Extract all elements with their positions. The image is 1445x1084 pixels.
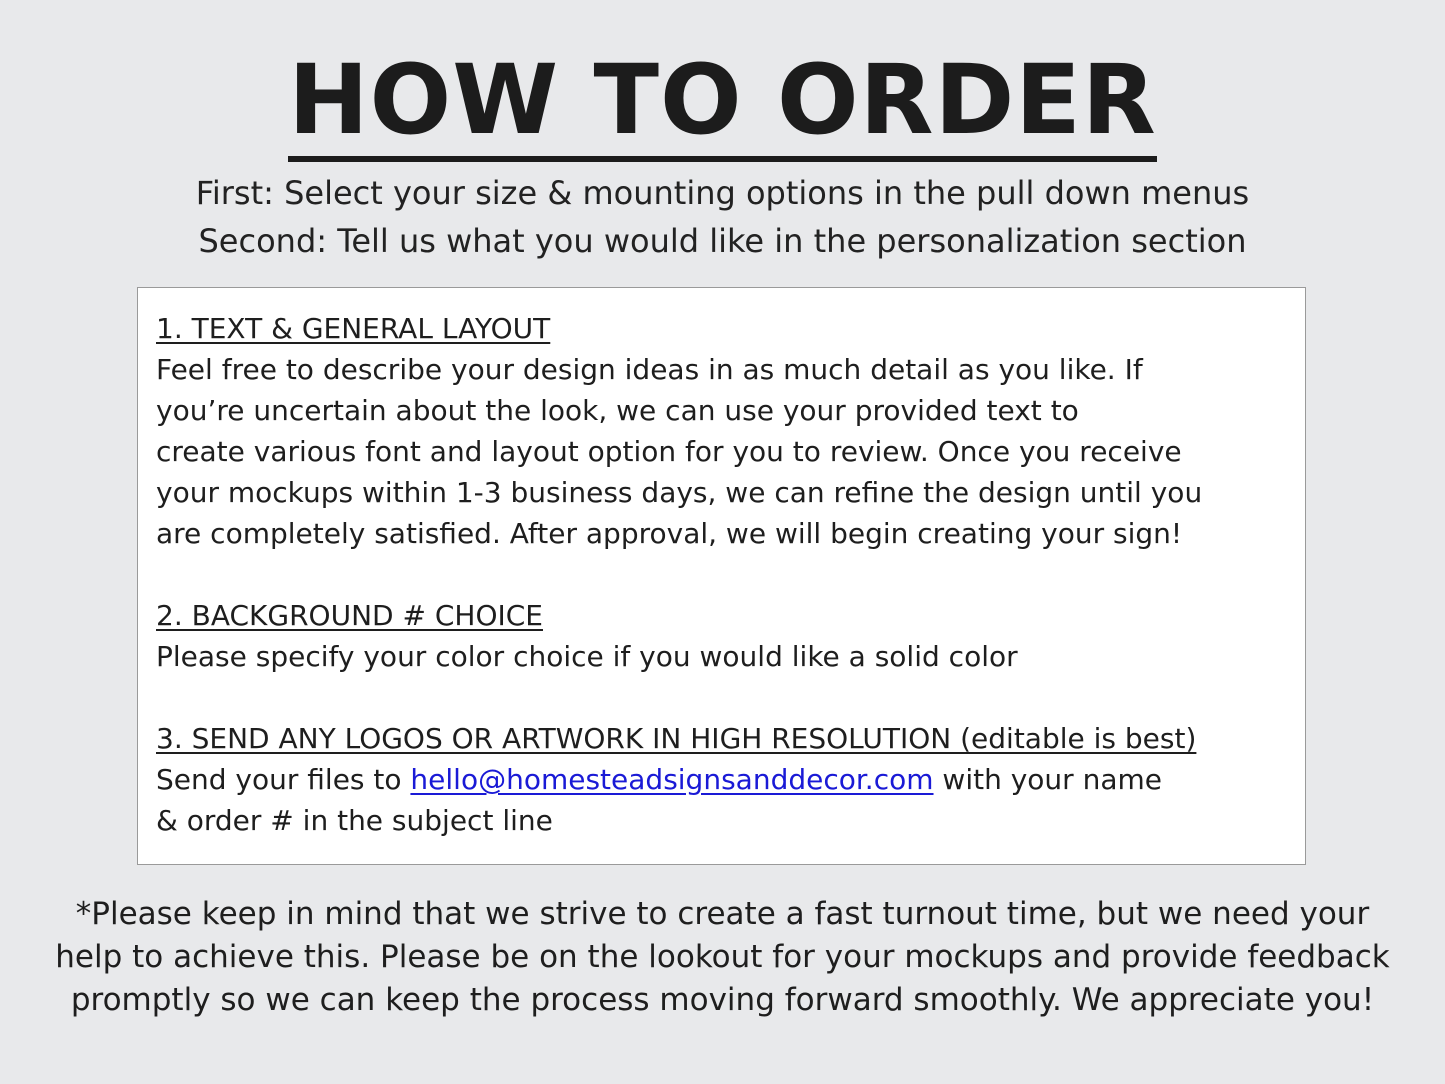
section2-heading: 2. BACKGROUND # CHOICE bbox=[156, 599, 543, 632]
subtitle-first: First: Select your size & mounting options in the pull down menus bbox=[195, 174, 1250, 212]
section3-line: & order # in the subject line bbox=[156, 804, 553, 837]
section3-heading: 3. SEND ANY LOGOS OR ARTWORK IN HIGH RESOLUTION (editable is best) bbox=[156, 722, 1197, 755]
section1-line: Feel free to describe your design ideas in as much detail as you like. If bbox=[156, 353, 1143, 386]
page-title bbox=[0, 40, 1445, 162]
section1-heading: 1. TEXT & GENERAL LAYOUT bbox=[156, 312, 551, 345]
page-title-text: HOW TO ORDER bbox=[288, 44, 1157, 162]
section1-line: you’re uncertain about the look, we can use your provided text to bbox=[156, 394, 1079, 427]
email-link[interactable]: hello@homesteadsignsanddecor.com bbox=[410, 763, 934, 796]
section-spacer bbox=[156, 554, 1305, 595]
send-files-suffix: with your name bbox=[933, 763, 1162, 796]
section2-line: Please specify your color choice if you would like a solid color bbox=[156, 640, 1018, 673]
footer-note-line: promptly so we can keep the process moving forward smoothly. We appreciate you! bbox=[70, 982, 1375, 1018]
section1-line: are completely satisfied. After approval, we will begin creating your sign! bbox=[156, 517, 1183, 550]
section1-line: your mockups within 1-3 business days, we can refine the design until you bbox=[156, 476, 1203, 509]
send-files-prefix: Send your files to bbox=[156, 763, 411, 796]
footer-note-line: help to achieve this. Please be on the lookout for your mockups and provide feedback bbox=[55, 939, 1390, 975]
instructions-box bbox=[137, 287, 1306, 865]
section-spacer bbox=[156, 677, 1305, 718]
section3-line-email bbox=[156, 759, 1305, 800]
section1-line: create various font and layout option for you to review. Once you receive bbox=[156, 435, 1182, 468]
subtitle-second: Second: Tell us what you would like in the personalization section bbox=[198, 222, 1247, 260]
footer-note-line: *Please keep in mind that we strive to create a fast turnout time, but we need your bbox=[75, 896, 1370, 932]
